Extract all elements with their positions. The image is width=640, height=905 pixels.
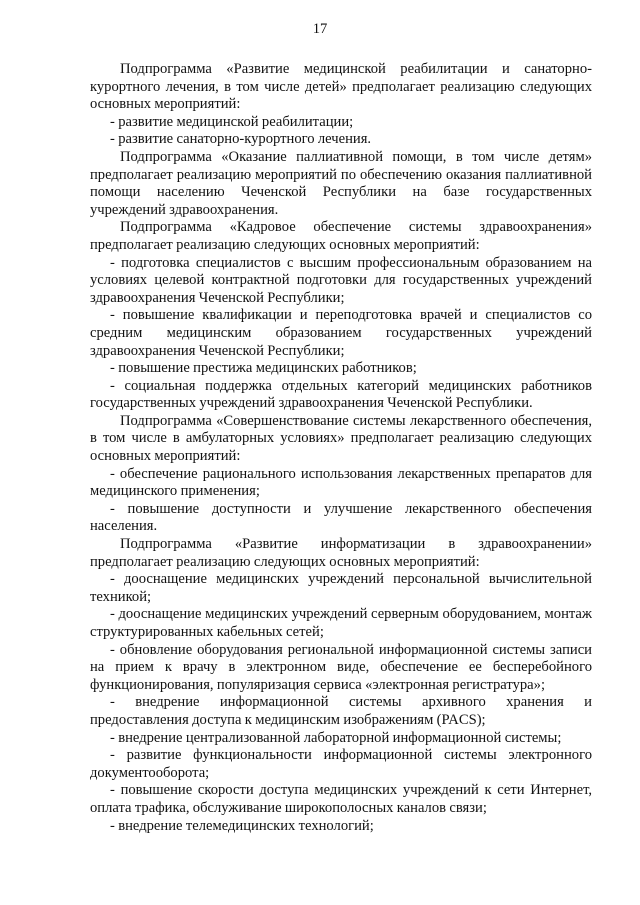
list-item: - обновление оборудования региональной информационной системы записи на прием к врачу в электронном виде, обеспечение ее бесперебойного функционирования, популяризация сервиса «электронная регистратура»;	[90, 641, 592, 693]
paragraph: Подпрограмма «Развитие медицинской реабилитации и санаторно-курортного лечения, в том числе детей» предполагает реализацию следующих основных мероприятий:	[90, 61, 592, 113]
list-item: - повышение доступности и улучшение лекарственного обеспечения населения.	[90, 500, 592, 535]
paragraph: Подпрограмма «Кадровое обеспечение системы здравоохранения» предполагает реализацию следующих основных мероприятий:	[90, 219, 592, 253]
list-item: - социальная поддержка отдельных категорий медицинских работников государственных учреждений здравоохранения Чеченской Республики.	[90, 377, 592, 412]
list-item: - внедрение централизованной лабораторной информационной системы;	[110, 729, 562, 746]
list-item: - повышение престижа медицинских работников;	[110, 360, 417, 377]
list-item: - обеспечение рационального использования лекарственных препаратов для медицинского применения;	[90, 465, 592, 500]
document-body	[90, 61, 592, 835]
list-item: - повышение квалификации и переподготовка врачей и специалистов со средним медицинским образованием государственных учреждений здравоохранения Чеченской Республики;	[90, 307, 592, 359]
list-item: - внедрение телемедицинских технологий;	[110, 817, 374, 834]
list-item: - повышение скорости доступа медицинских учреждений к сети Интернет, оплата трафика, обслуживание широкополосных каналов связи;	[90, 782, 592, 816]
paragraph: Подпрограмма «Оказание паллиативной помощи, в том числе детям» предполагает реализацию мероприятий по обеспечению оказания паллиативной помощи населению Чеченской Республики на базе государственных учреждений здравоохранения.	[90, 148, 592, 218]
paragraph: Подпрограмма «Развитие информатизации в здравоохранении» предполагает реализацию следующих основных мероприятий:	[90, 536, 592, 570]
list-item: - развитие санаторно-курортного лечения.	[110, 131, 372, 148]
list-item: - развитие функциональности информационной системы электронного документооборота;	[90, 747, 592, 781]
list-item: - внедрение информационной системы архивного хранения и предоставления доступа к медицинским изображениям (PACS);	[90, 694, 592, 728]
list-item: - подготовка специалистов с высшим профессиональным образованием на условиях целевой контрактной подготовки для государственных учреждений здравоохранения Чеченской Республики;	[90, 254, 592, 306]
list-item: - развитие медицинской реабилитации;	[110, 113, 354, 130]
list-item: - дооснащение медицинских учреждений персональной вычислительной техникой;	[90, 571, 592, 605]
paragraph: Подпрограмма «Совершенствование системы лекарственного обеспечения, в том числе в амбулаторных условиях» предполагает реализацию следующих основных мероприятий:	[90, 412, 592, 465]
list-item: - дооснащение медицинских учреждений серверным оборудованием, монтаж структурированных кабельных сетей;	[90, 606, 592, 640]
page-number: 17	[312, 21, 328, 37]
